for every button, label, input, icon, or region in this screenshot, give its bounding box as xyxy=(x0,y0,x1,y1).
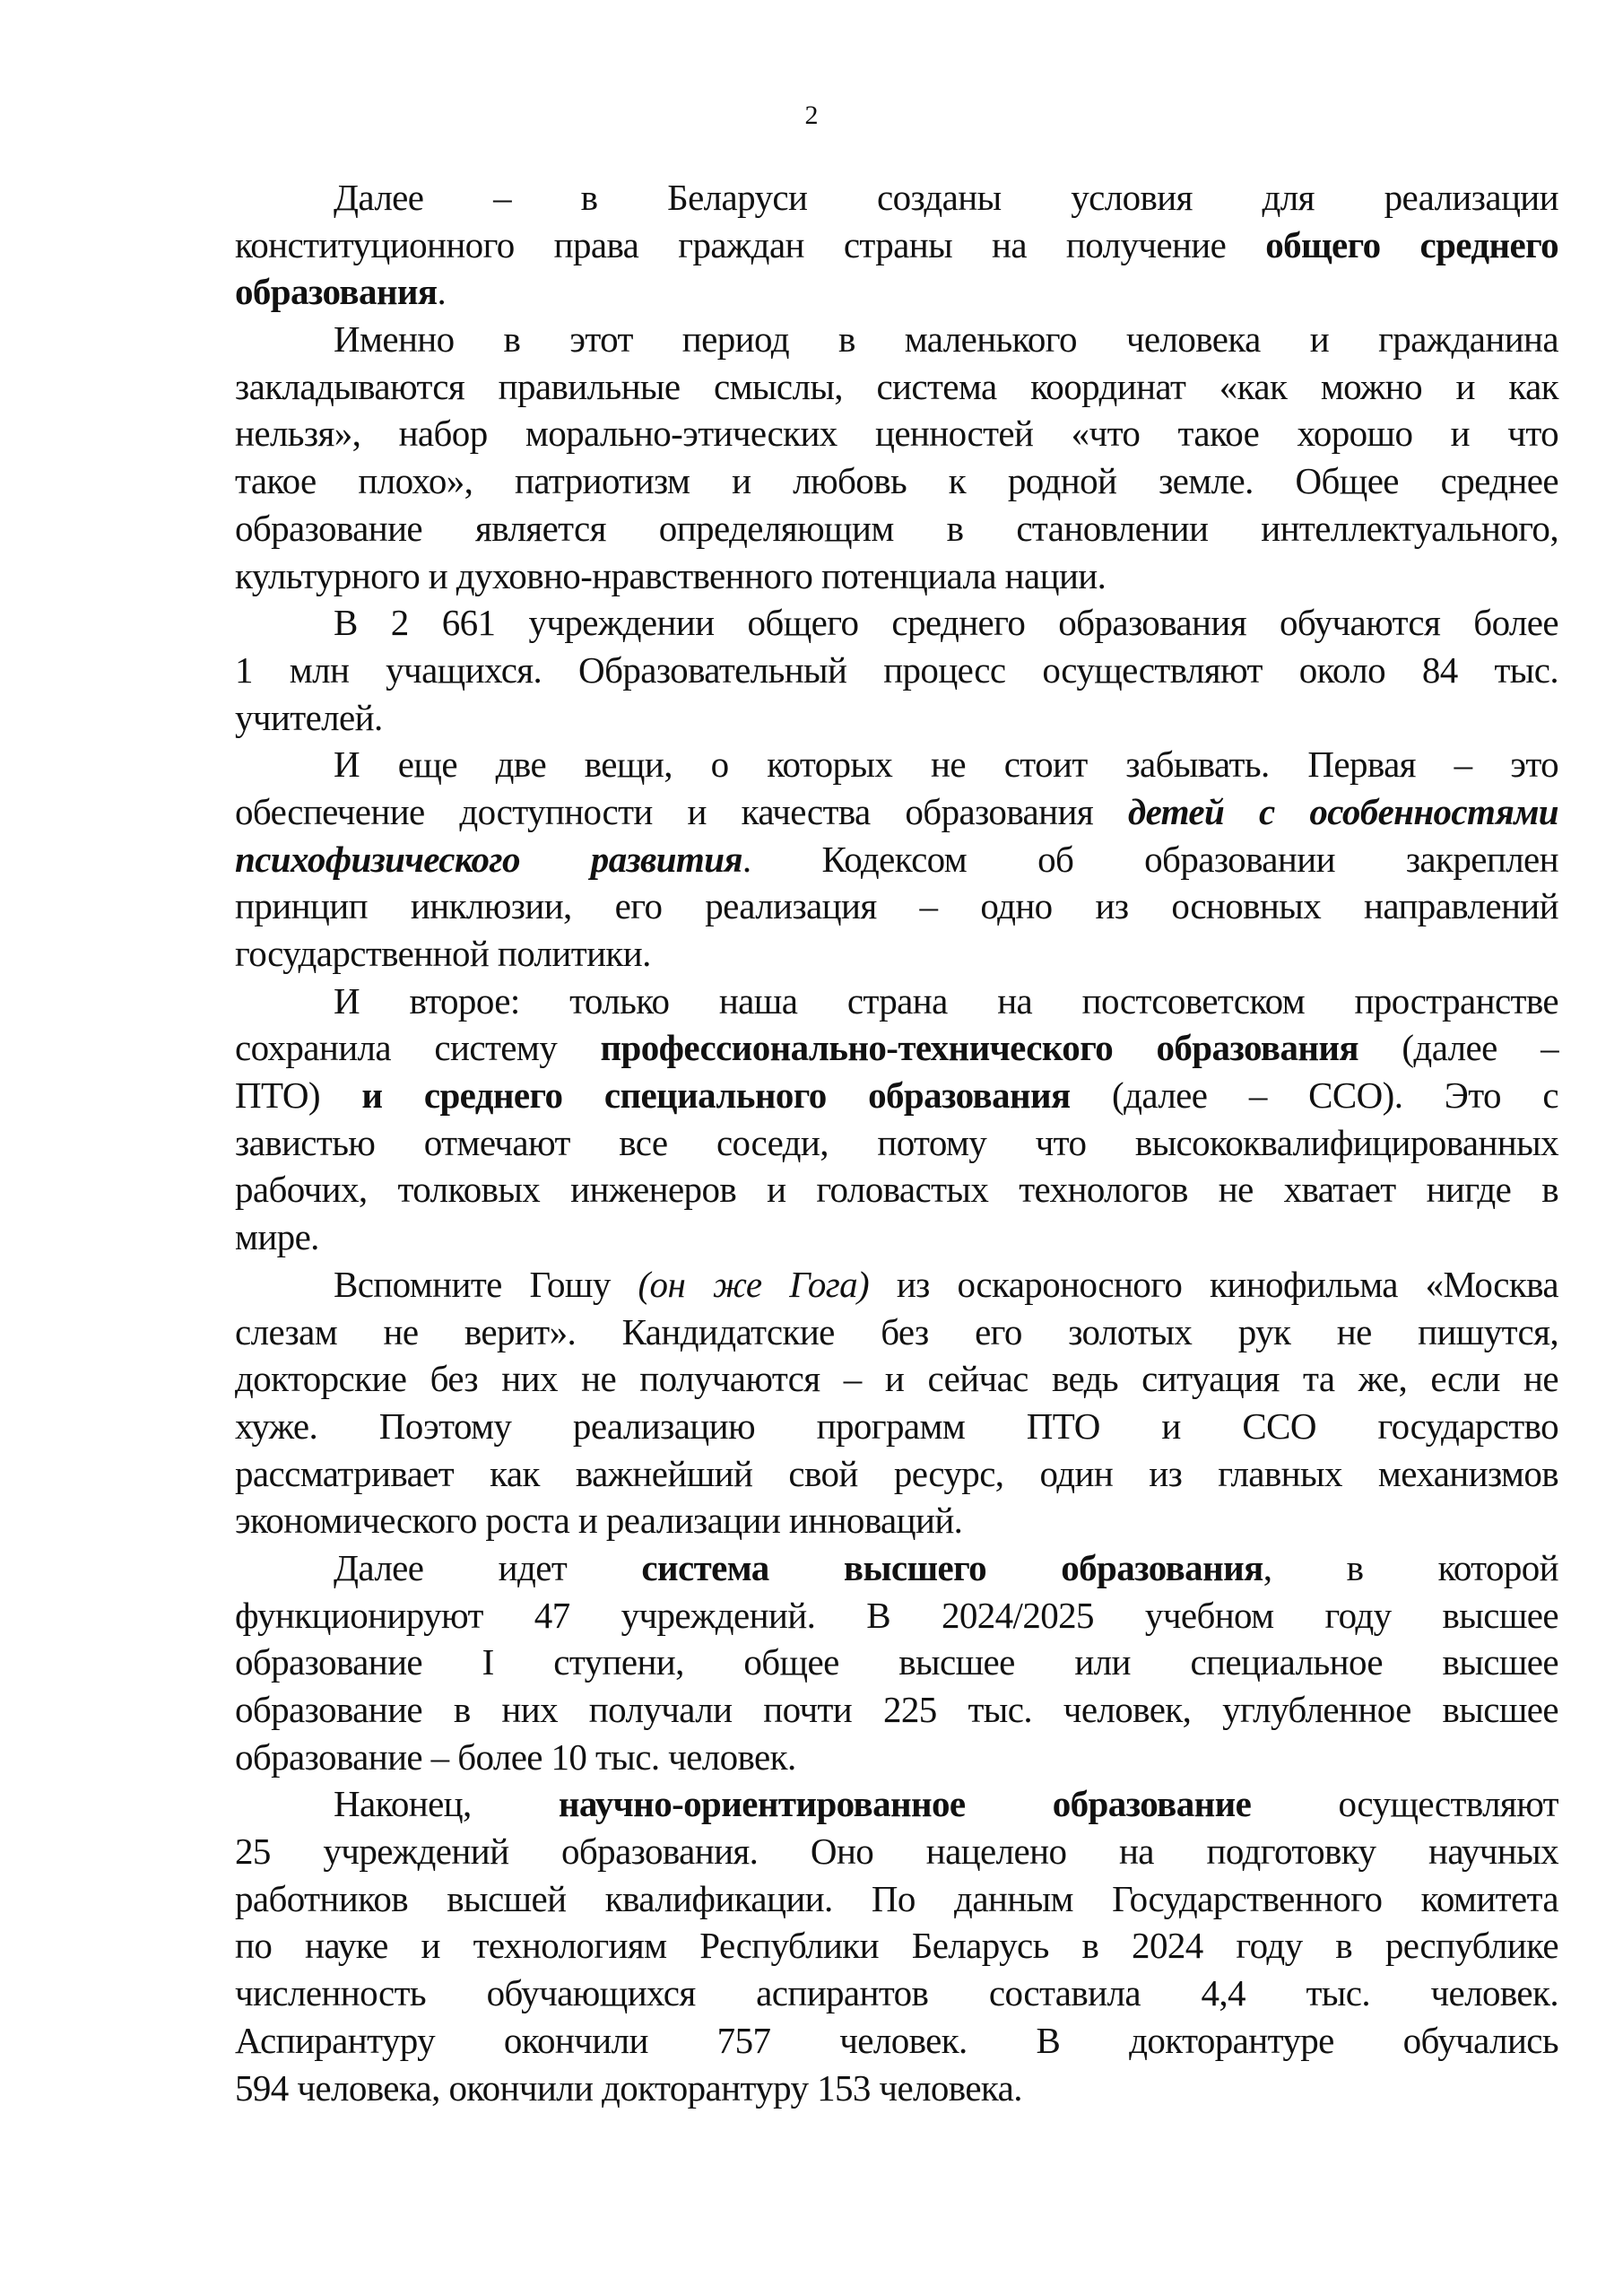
text-run: работников высшей квалификации. По данным Государственного комитета xyxy=(235,1877,1558,1919)
text-line xyxy=(235,1592,1558,1639)
text-line xyxy=(235,1166,1558,1213)
text-line xyxy=(235,883,1558,930)
text-line xyxy=(235,1072,1558,1119)
italic-text: (он же Гога) xyxy=(638,1263,870,1305)
text-line xyxy=(235,457,1558,505)
text-line xyxy=(235,1639,1558,1686)
text-run: культурного и духовно-нравственного потенциала нации. xyxy=(235,554,1107,596)
document-body xyxy=(235,174,1558,2111)
text-run: И еще две вещи, о которых не стоит забывать. Первая – это xyxy=(334,744,1558,786)
text-line xyxy=(235,316,1558,363)
text-run: осуществляют xyxy=(1251,1783,1558,1825)
text-run: . Кодексом об образовании закреплен xyxy=(742,838,1558,880)
text-run: рабочих, толковых инженеров и головастых технологов не хватает нигде в xyxy=(235,1169,1558,1211)
text-run: (далее – xyxy=(1358,1027,1558,1069)
text-run: по науке и технологиям Республики Беларусь в 2024 году в республике xyxy=(235,1925,1558,1967)
bold-text: система высшего образования xyxy=(641,1546,1263,1588)
page-number: 2 xyxy=(804,100,819,130)
bold-text: общего среднего xyxy=(1265,223,1558,265)
text-run: докторские без них не получаются – и сейчас ведь ситуация та же, если не xyxy=(235,1358,1558,1400)
text-line xyxy=(235,1309,1558,1356)
bold-text: профессионально-технического образования xyxy=(600,1027,1358,1069)
text-line xyxy=(235,174,1558,222)
text-line xyxy=(235,268,1558,316)
text-run: численность обучающихся аспирантов составила 4,4 тыс. человек. xyxy=(235,1972,1558,2014)
text-line xyxy=(235,1686,1558,1734)
text-line xyxy=(235,1828,1558,1875)
paragraph xyxy=(235,978,1558,1261)
text-run: , в которой xyxy=(1263,1546,1558,1588)
paragraph xyxy=(235,1261,1558,1544)
text-line xyxy=(235,1875,1558,1923)
text-line xyxy=(235,2017,1558,2065)
text-run: мире. xyxy=(235,1216,319,1258)
text-line xyxy=(235,363,1558,411)
text-run: хуже. Поэтому реализацию программ ПТО и ССО государство xyxy=(235,1405,1558,1447)
text-line xyxy=(235,222,1558,269)
text-run: ПТО) xyxy=(235,1074,362,1117)
text-run: обеспечение доступности и качества образования xyxy=(235,790,1128,832)
text-line xyxy=(235,1780,1558,1828)
paragraph xyxy=(235,741,1558,977)
text-line xyxy=(235,2065,1558,2112)
bold-text: образования xyxy=(235,271,438,313)
text-line xyxy=(235,1024,1558,1072)
text-run: 594 человека, окончили докторантуру 153 человека. xyxy=(235,2066,1022,2109)
paragraph xyxy=(235,316,1558,599)
text-run: Далее – в Беларуси созданы условия для реализации xyxy=(334,177,1558,218)
paragraph xyxy=(235,1780,1558,2111)
text-run: 1 млн учащихся. Образовательный процесс осуществляют около 84 тыс. xyxy=(235,648,1558,691)
text-line xyxy=(235,741,1558,788)
text-run: принцип инклюзии, его реализация – одно из основных направлений xyxy=(235,885,1558,927)
text-line xyxy=(235,410,1558,457)
text-line xyxy=(235,1544,1558,1592)
text-line xyxy=(235,788,1558,836)
text-run: 25 учреждений образования. Оно нацелено на подготовку научных xyxy=(235,1831,1558,1873)
text-run: экономического роста и реализации инноваций. xyxy=(235,1500,963,1542)
text-line xyxy=(235,1403,1558,1450)
text-run: учителей. xyxy=(235,696,383,738)
text-run: образование I ступени, общее высшее или специальное высшее xyxy=(235,1641,1558,1683)
text-run: образование в них получали почти 225 тыс. человек, углубленное высшее xyxy=(235,1689,1558,1730)
text-run: завистью отмечают все соседи, потому что высококвалифицированных xyxy=(235,1121,1558,1163)
text-run: образование – более 10 тыс. человек. xyxy=(235,1735,796,1778)
text-run: И второе: только наша страна на постсоветском пространстве xyxy=(334,979,1558,1022)
bold-italic-text: психофизического развития xyxy=(235,838,742,880)
text-line xyxy=(235,836,1558,883)
text-line xyxy=(235,1213,1558,1261)
text-line xyxy=(235,1734,1558,1781)
text-run: Именно в этот период в маленького человека и гражданина xyxy=(334,318,1558,361)
text-line xyxy=(235,978,1558,1025)
text-line xyxy=(235,1497,1558,1544)
text-line xyxy=(235,599,1558,647)
paragraph xyxy=(235,599,1558,741)
text-run: такое плохо», патриотизм и любовь к родной земле. Общее среднее xyxy=(235,460,1558,502)
text-run: функционируют 47 учреждений. В 2024/2025 учебном году высшее xyxy=(235,1594,1558,1636)
text-run: Далее идет xyxy=(334,1546,642,1588)
text-run: из оскароносного кинофильма «Москва xyxy=(869,1263,1558,1305)
text-run: В 2 661 учреждении общего среднего образования обучаются более xyxy=(334,602,1558,644)
text-line xyxy=(235,1970,1558,2017)
text-run: . xyxy=(437,271,447,313)
text-line xyxy=(235,505,1558,552)
text-line xyxy=(235,1922,1558,1970)
text-run: рассматривает как важнейший свой ресурс, один из главных механизмов xyxy=(235,1452,1558,1494)
text-line xyxy=(235,1355,1558,1403)
paragraph xyxy=(235,174,1558,316)
text-run: закладываются правильные смыслы, система координат «как можно и как xyxy=(235,365,1558,407)
text-line xyxy=(235,930,1558,978)
text-run: Вспомните Гошу xyxy=(334,1263,638,1305)
text-run: образование является определяющим в становлении интеллектуального, xyxy=(235,507,1558,549)
bold-text: и среднего специального образования xyxy=(361,1074,1071,1117)
text-run: Наконец, xyxy=(334,1783,559,1825)
text-line xyxy=(235,552,1558,600)
text-run: нельзя», набор морально-этических ценностей «что такое хорошо и что xyxy=(235,413,1558,455)
text-run: слезам не верит». Кандидатские без его золотых рук не пишутся, xyxy=(235,1310,1558,1352)
text-line xyxy=(235,1450,1558,1498)
text-run: (далее – ССО). Это с xyxy=(1070,1074,1558,1117)
text-run: Аспирантуру окончили 757 человек. В докторантуре обучались xyxy=(235,2019,1558,2061)
paragraph xyxy=(235,1544,1558,1780)
text-line xyxy=(235,647,1558,694)
text-line xyxy=(235,1119,1558,1167)
text-line xyxy=(235,1261,1558,1309)
text-run: государственной политики. xyxy=(235,933,651,974)
text-run: конституционного права граждан страны на получение xyxy=(235,223,1266,265)
bold-italic-text: детей с особенностями xyxy=(1127,790,1559,832)
bold-text: научно-ориентированное образование xyxy=(558,1783,1252,1825)
text-line xyxy=(235,694,1558,742)
text-run: сохранила систему xyxy=(235,1027,601,1069)
